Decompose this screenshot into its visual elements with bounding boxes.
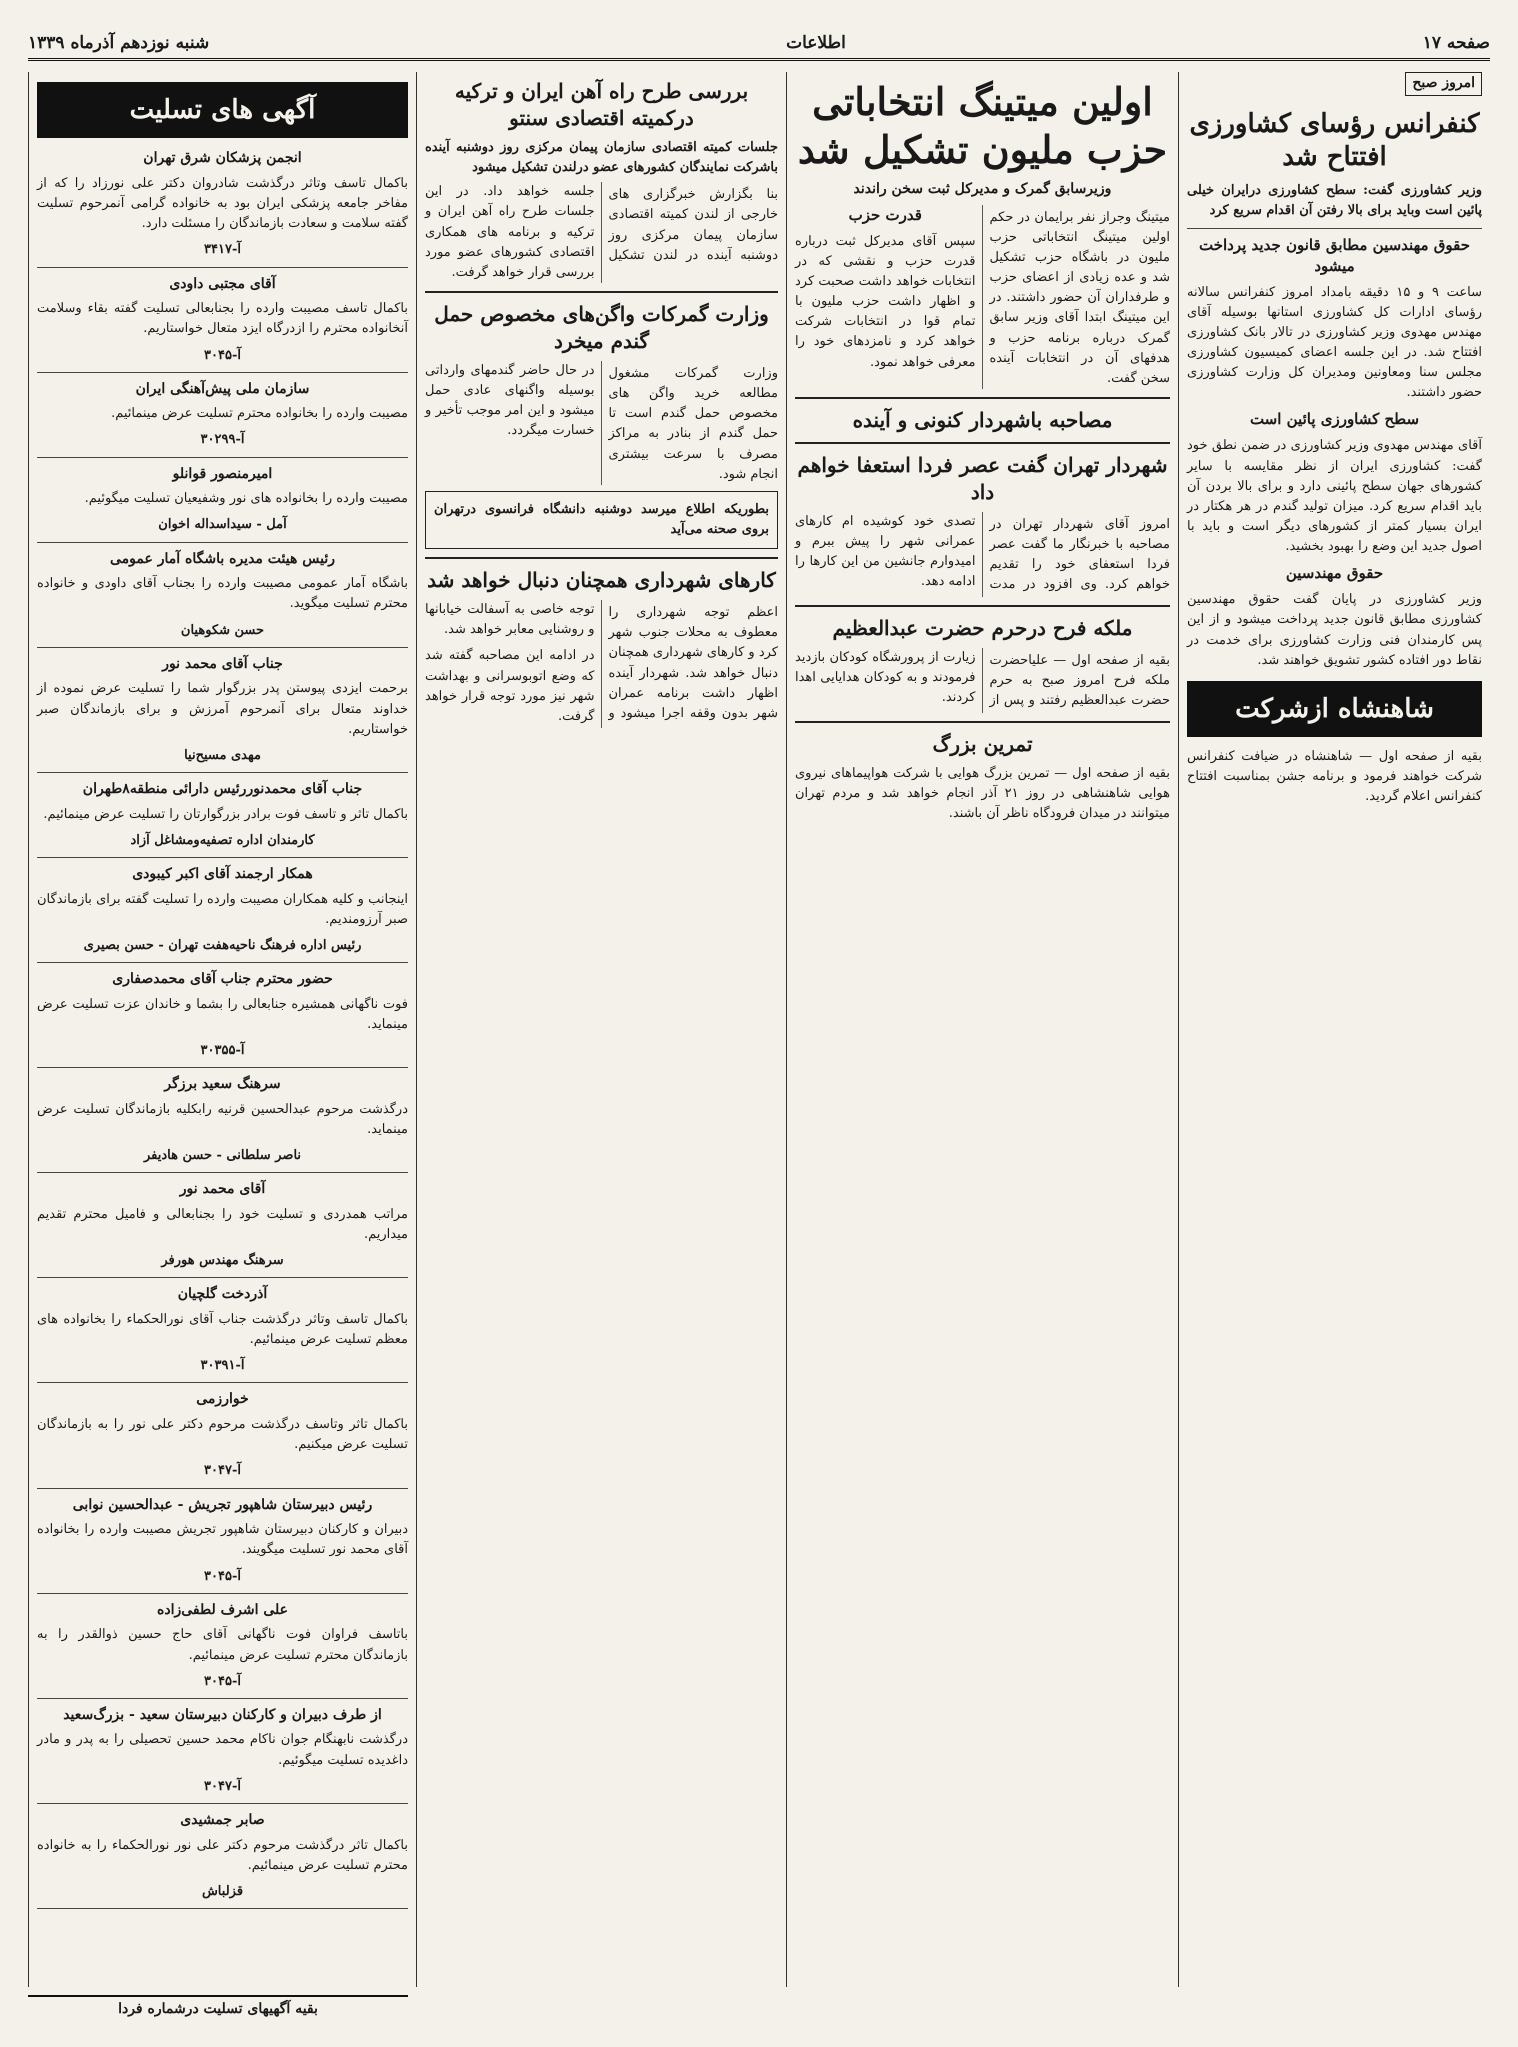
condolence-notice <box>37 1284 408 1383</box>
notice-body: مصیبت وارده را بخانواده محترم تسلیت عرض مینمائیم. <box>111 406 408 422</box>
notice-title: جناب آقای محمد نور <box>162 655 283 672</box>
notice-title: علی اشرف لطفی‌زاده <box>157 1601 288 1618</box>
notice-body: اینجانب و کلیه همکاران مصیبت وارده را تسلیت گفته برای بازماندگان صبر آرزومندیم. <box>37 891 408 927</box>
notice-body: مصیبت وارده را بخانواده های نور وشفیعیان تسلیت میگوئیم. <box>84 491 408 507</box>
article-paragraph: سپس آقای مدیرکل ثبت درباره قدرت حزب و نقشی که در انتخابات خواهد داشت صحبت کرد و اظهار داشت حزب ملیون با تمام قوا در انتخابات شرکت خواهد کرد و نامزدهای خود را معرفی خواهد نمود. <box>795 233 976 370</box>
condolence-notice <box>37 148 408 267</box>
notice-body: باکمال تاسف مصیبت وارده را بجنابعالی تسلیت گفته بقاء وسلامت آنخانواده محترم را ازدرگاه ایزد متعال خواستاریم. <box>37 301 408 337</box>
condolence-notice <box>37 1074 408 1173</box>
deck-election: وزیرسابق گمرک و مدیرکل ثبت سخن راندند <box>853 181 1112 197</box>
condolence-notice <box>37 1389 408 1488</box>
article-paragraph: امروز آقای شهردار تهران در مصاحبه با خبرنگار ما گفت عصر فردا استعفای خود را تقدیم خواهم کرد. وی افزود در مدت تصدی خود کوشیده ام کارهای عمرانی شهر را پیش ببرم و امیدوارم جانشین من این کارها را ادامه دهد. <box>795 513 1170 593</box>
banner-condolences: آگهی های تسلیت <box>37 82 408 138</box>
article-paragraph: وزیر کشاورزی در پایان گفت حقوق مهندسین کشاورزی مطابق قانون جدید پرداخت میشود و از این پس کارمندان فنی وزارت کشاورزی برای خدمت در نقاط دور افتاده کشور تشویق خواهند شد. <box>1187 592 1482 668</box>
subhead-engineers: حقوق مهندسین <box>1285 564 1384 583</box>
condolence-notice <box>37 464 408 543</box>
headline-election-meeting: اولین میتینگ انتخاباتی حزب ملیون تشکیل شد <box>797 79 1168 172</box>
notice-signature: آ-۳۰۴۷ <box>204 1463 241 1479</box>
condolence-notice <box>37 1705 408 1804</box>
notice-body: باکمال تاثر وتاسف درگذشت مرحوم دکتر علی نور را به بازماندگان تسلیت عرض میکنیم. <box>37 1417 408 1453</box>
notice-body: باکمال تاسف وتاثر درگذشت جناب آقای نورالحکماء را بخانواده های معظم تسلیت عرض مینمائیم. <box>37 1312 408 1348</box>
notice-title: سازمان ملی پیش‌آهنگی ایران <box>135 380 310 397</box>
notice-body: درگذشت مرحوم عبدالحسین قرنیه رابکلیه بازماندگان تسلیت عرض مینماید. <box>37 1101 408 1137</box>
notice-signature: ناصر سلطانی - حسن هادیفر <box>143 1148 302 1164</box>
condolence-notice <box>37 549 408 648</box>
notice-signature: آمل - سیداسداله اخوان <box>158 517 287 533</box>
condolence-notice <box>37 654 408 773</box>
notice-body: باکمال تاثر و تاسف فوت برادر بزرگوارتان را تسلیت عرض مینمائیم. <box>43 806 408 822</box>
subhead-party-power: قدرت حزب <box>848 205 922 224</box>
notice-title: انجمن پزشکان شرق تهران <box>143 150 302 167</box>
condolence-notice <box>37 864 408 963</box>
notice-body: باشگاه آمار عمومی مصیبت وارده را بجناب آقای داودی و خانواده محترم تسلیت میگوید. <box>37 576 408 612</box>
column-condolences <box>28 72 416 1987</box>
notice-signature: آ-۳۰۴۵ <box>204 1568 241 1584</box>
notice-signature: کارمندان اداره تصفیه‌ومشاغل آزاد <box>130 832 315 848</box>
headline-municipal-works: کارهای شهرداری همچنان دنبال خواهد شد <box>427 568 776 593</box>
notice-title: سرهنگ سعید برزگر <box>164 1076 281 1093</box>
article-paragraph: در حال حاضر گندمهای وارداتی بوسیله واگنهای عادی حمل میشود و این امر موجب تأخیر و خسارت میگردد. <box>425 362 595 439</box>
notice-signature: قزلباش <box>201 1883 244 1899</box>
notice-signature: حسن شکوهیان <box>180 622 265 638</box>
article-paragraph: ساعت ۹ و ۱۵ دقیقه بامداد امروز کنفرانس سالانه رؤسای ادارات کل کشاورزی استانها بوسیله آقای مهندس مهدوی وزیر کشاورزی در تالار بانک کشاورزی افتتاح شد. در این جلسه اعضای کمیسیون کشاورزی مجلس سنا ومعاونین ومدیران کل وزارت کشاورزی حضور داشتند. <box>1187 284 1482 401</box>
article-paragraph: بقیه از صفحه اول — علیاحضرت ملکه فرح امروز صبح به حرم حضرت عبدالعظیم رفتند و پس از زیارت از پرورشگاه کودکان بازدید فرمودند و به کودکان هدایایی اهدا کردند. <box>795 650 1170 709</box>
headline-exercise: تمرین بزرگ <box>932 731 1033 756</box>
notice-title: آقای مجتبی داودی <box>169 275 276 292</box>
headline-mayor-resign: شهردار تهران گفت عصر فردا استعفا خواهم داد <box>797 452 1168 504</box>
page-number: صفحه ۱۷ <box>1422 33 1490 53</box>
notice-title: آذردخت گلچیان <box>177 1286 268 1303</box>
paper-name: اطلاعات <box>786 33 846 53</box>
condolence-notice <box>37 1495 408 1594</box>
banner-shah: شاهنشاه ازشرکت <box>1187 681 1482 737</box>
condolence-notice <box>37 1179 408 1278</box>
condolence-notice <box>37 1810 408 1909</box>
notice-signature: آ-۳۴۱۷ <box>204 242 241 258</box>
article-paragraph: بنا بگزارش خبرگزاری های خارجی از لندن کمیته اقتصادی سازمان پیمان مرکزی روز دوشنبه آینده در لندن تشکیل جلسه خواهد داد. در این جلسات طرح راه آهن ایران و ترکیه و برنامه های همکاری اقتصادی کشورهای عضو مورد بررسی قرار خواهد گرفت. <box>425 184 778 280</box>
notice-signature: آ-۳۰۲۹۹ <box>200 432 245 448</box>
subhead-engineers-salary: حقوق مهندسین مطابق قانون جدید پرداخت میشود <box>1199 235 1470 275</box>
notice-title: جناب آقای محمدنوررئیس دارائی منطقه۸طهران <box>82 780 363 797</box>
note-box <box>425 491 778 549</box>
issue-date: شنبه نوزدهم آذرماه ۱۳۳۹ <box>28 33 210 53</box>
note-theater: بطوریکه اطلاع میرسد دوشنبه دانشگاه فرانسوی درتهران بروی صحنه می‌آید <box>434 501 769 537</box>
headline-queen-farah: ملکه فرح درحرم حضرت عبدالعظیم <box>832 616 1133 641</box>
notice-body: فوت ناگهانی همشیره جنابعالی را بشما و خاندان عزت تسلیت عرض مینماید. <box>37 996 408 1032</box>
deck-cento: جلسات کمیته اقتصادی سازمان پیمان مرکزی روز دوشنبه آینده باشرکت نمایندگان کشورهای عضو درلندن تشکیل میشود <box>425 140 778 176</box>
notice-title: از طرف دبیران و کارکنان دبیرستان سعید - بزرگ‌سعید <box>63 1706 382 1723</box>
notice-list <box>37 148 408 1909</box>
notice-title: همکار ارجمند آقای اکبر کیبودی <box>132 865 313 882</box>
condolence-notice <box>37 969 408 1068</box>
column-cento <box>416 72 786 1987</box>
notice-signature: آ-۳۰۴۵ <box>204 347 241 363</box>
column-agriculture <box>1178 72 1490 1987</box>
article-paragraph: بقیه از صفحه اول — تمرین بزرگ هوایی با شرکت هواپیماهای نیروی هوایی شاهنشاهی در روز ۲۱ آذر انجام خواهد شد و مردم تهران میتوانند در میدان فرودگاه ناظر آن باشند. <box>795 765 1170 822</box>
deck-agriculture: وزیر کشاورزی گفت: سطح کشاورزی درایران خیلی پائین است وباید برای بالا رفتن آن اقدام سریع کرد <box>1187 183 1482 219</box>
notice-body: دبیران و کارکنان دبیرستان شاهپور تجریش مصیبت وارده را بخانواده آقای محمد نور تسلیت میگویند. <box>37 1522 408 1558</box>
footer-continued-note: بقیه آگهیهای تسلیت درشماره فردا <box>28 1995 408 2017</box>
column-elections <box>786 72 1178 1987</box>
notice-body: برحمت ایزدی پیوستن پدر بزرگوار شما را تسلیت عرض نموده از خداوند متعال برای آنمرحوم آمرزش و برای بازماندگان صبر خواستاریم. <box>37 681 408 737</box>
article-paragraph: اعظم توجه شهرداری را معطوف به محلات جنوب شهر کرد و کارهای شهرداری همچنان دنبال خواهد شد. شهردار آینده اظهار داشت برنامه عمران شهر بدون وقفه اجرا میشود و توجه خاصی به آسفالت خیابانها و روشنایی معابر خواهد شد. <box>425 602 778 721</box>
notice-title: امیرمنصور قوانلو <box>172 465 273 482</box>
article-paragraph: میتینگ وجراز نفر برایمان در حکم اولین میتینگ انتخاباتی حزب ملیون در باشگاه حزب تشکیل شد و عده زیادی از اعضای حزب و طرفداران آن حضور داشتند. در این میتینگ ابتدا آقای وزیر سابق گمرک درباره برنامه حزب و هدفهای آن در انتخابات آینده سخن گفت. <box>989 209 1170 386</box>
notice-body: مراتب همدردی و تسلیت خود را بجنابعالی و فامیل محترم تقدیم میداریم. <box>37 1206 408 1243</box>
headline-mayor-interview: مصاحبه باشهردار کنونی و آینده <box>852 407 1113 432</box>
condolence-notice <box>37 274 408 373</box>
article-paragraph: وزارت گمرکات مشغول مطالعه خرید واگن های مخصوص حمل گندم است تا حمل گندم از بنادر به مراکز مصرف با سرعت بیشتری انجام شود. <box>608 365 778 482</box>
notice-signature: سرهنگ مهندس هورفر <box>161 1253 284 1269</box>
article-paragraph: آقای مهندس مهدوی وزیر کشاورزی در ضمن نطق خود گفت: کشاورزی ایران از نظر مقایسه با سایر کشورهای جهان سطح پائینی دارد و برای بالا بردن آن باید اقدام سریع کرد. میزان تولید گندم در هر هکتار در ایران بسیار کمتر از کشورهای دیگر است و باید با اصول جدید این وضع را بهبود بخشید. <box>1187 438 1482 555</box>
headline-customs-wagons: وزارت گمرکات واگن‌های مخصوص حمل گندم میخرد <box>434 301 769 353</box>
notice-title: آقای محمد نور <box>179 1181 266 1198</box>
condolence-notice <box>37 379 408 458</box>
notice-body: باکمال تاسف وتاثر درگذشت شادروان دکتر علی نورزاد را که از مفاخر جامعه پزشکی ایران بود به خانواده گرامی آنمرحوم تسلیت گفته سلامت و سعادت بازماندگان را مسئلت دارد. <box>37 175 408 232</box>
notice-title: خوارزمی <box>196 1391 249 1408</box>
headline-cento-railway: بررسی طرح راه آهن ایران و ترکیه درکمیته اقتصادی سنتو <box>454 79 749 130</box>
subhead-low-level: سطح کشاورزی پائین است <box>1249 410 1420 429</box>
article-paragraph: بقیه از صفحه اول — شاهنشاه در ضیافت کنفرانس شرکت خواهند فرمود و برنامه جشن بمناسبت افتتاح کنفرانس اعلام گردید. <box>1187 749 1482 805</box>
notice-title: رئیس دبیرستان شاهپور تجریش - عبدالحسین نوابی <box>72 1496 373 1513</box>
notice-body: درگذشت نابهنگام جوان ناکام محمد حسین تحصیلی را به پدر و مادر داغدیده تسلیت میگوئیم. <box>37 1732 408 1768</box>
masthead <box>28 28 1490 61</box>
notice-body: باکمال تاثر درگذشت مرحوم دکتر علی نور نورالحکماء را به خانواده محترم تسلیت عرض مینمائیم. <box>37 1837 408 1873</box>
notice-signature: آ-۳۰۴۷ <box>204 1778 241 1794</box>
notice-title: حضور محترم جناب آقای محمدصفاری <box>112 971 333 988</box>
notice-signature: رئیس اداره فرهنگ ناحیه‌هفت تهران - حسن بصیری <box>83 937 362 953</box>
notice-title: صابر جمشیدی <box>180 1811 265 1828</box>
notice-signature: آ-۳۰۴۵ <box>204 1673 241 1689</box>
article-paragraph: در ادامه این مصاحبه گفته شد که وضع اتوبوسرانی و بهداشت شهر نیز مورد توجه قرار خواهد گرفت. <box>425 648 595 724</box>
notice-signature: مهدی مسیح‌نیا <box>184 747 261 763</box>
notice-signature: آ-۳۰۳۵۵ <box>200 1043 245 1058</box>
notice-signature: آ-۳۰۳۹۱ <box>200 1358 245 1374</box>
headline-agriculture-conference: کنفرانس رؤسای کشاورزی افتتاح شد <box>1189 108 1480 173</box>
condolence-notice <box>37 1600 408 1699</box>
notice-title: رئیس هیئت مدیره باشگاه آمار عمومی <box>110 550 335 567</box>
condolence-notice <box>37 779 408 858</box>
kicker: امروز صبح <box>1405 72 1482 96</box>
notice-body: باتاسف فراوان فوت ناگهانی آقای حاج حسین ذوالقدر را به بازماندگان محترم تسلیت عرض مینمائیم. <box>37 1627 408 1663</box>
